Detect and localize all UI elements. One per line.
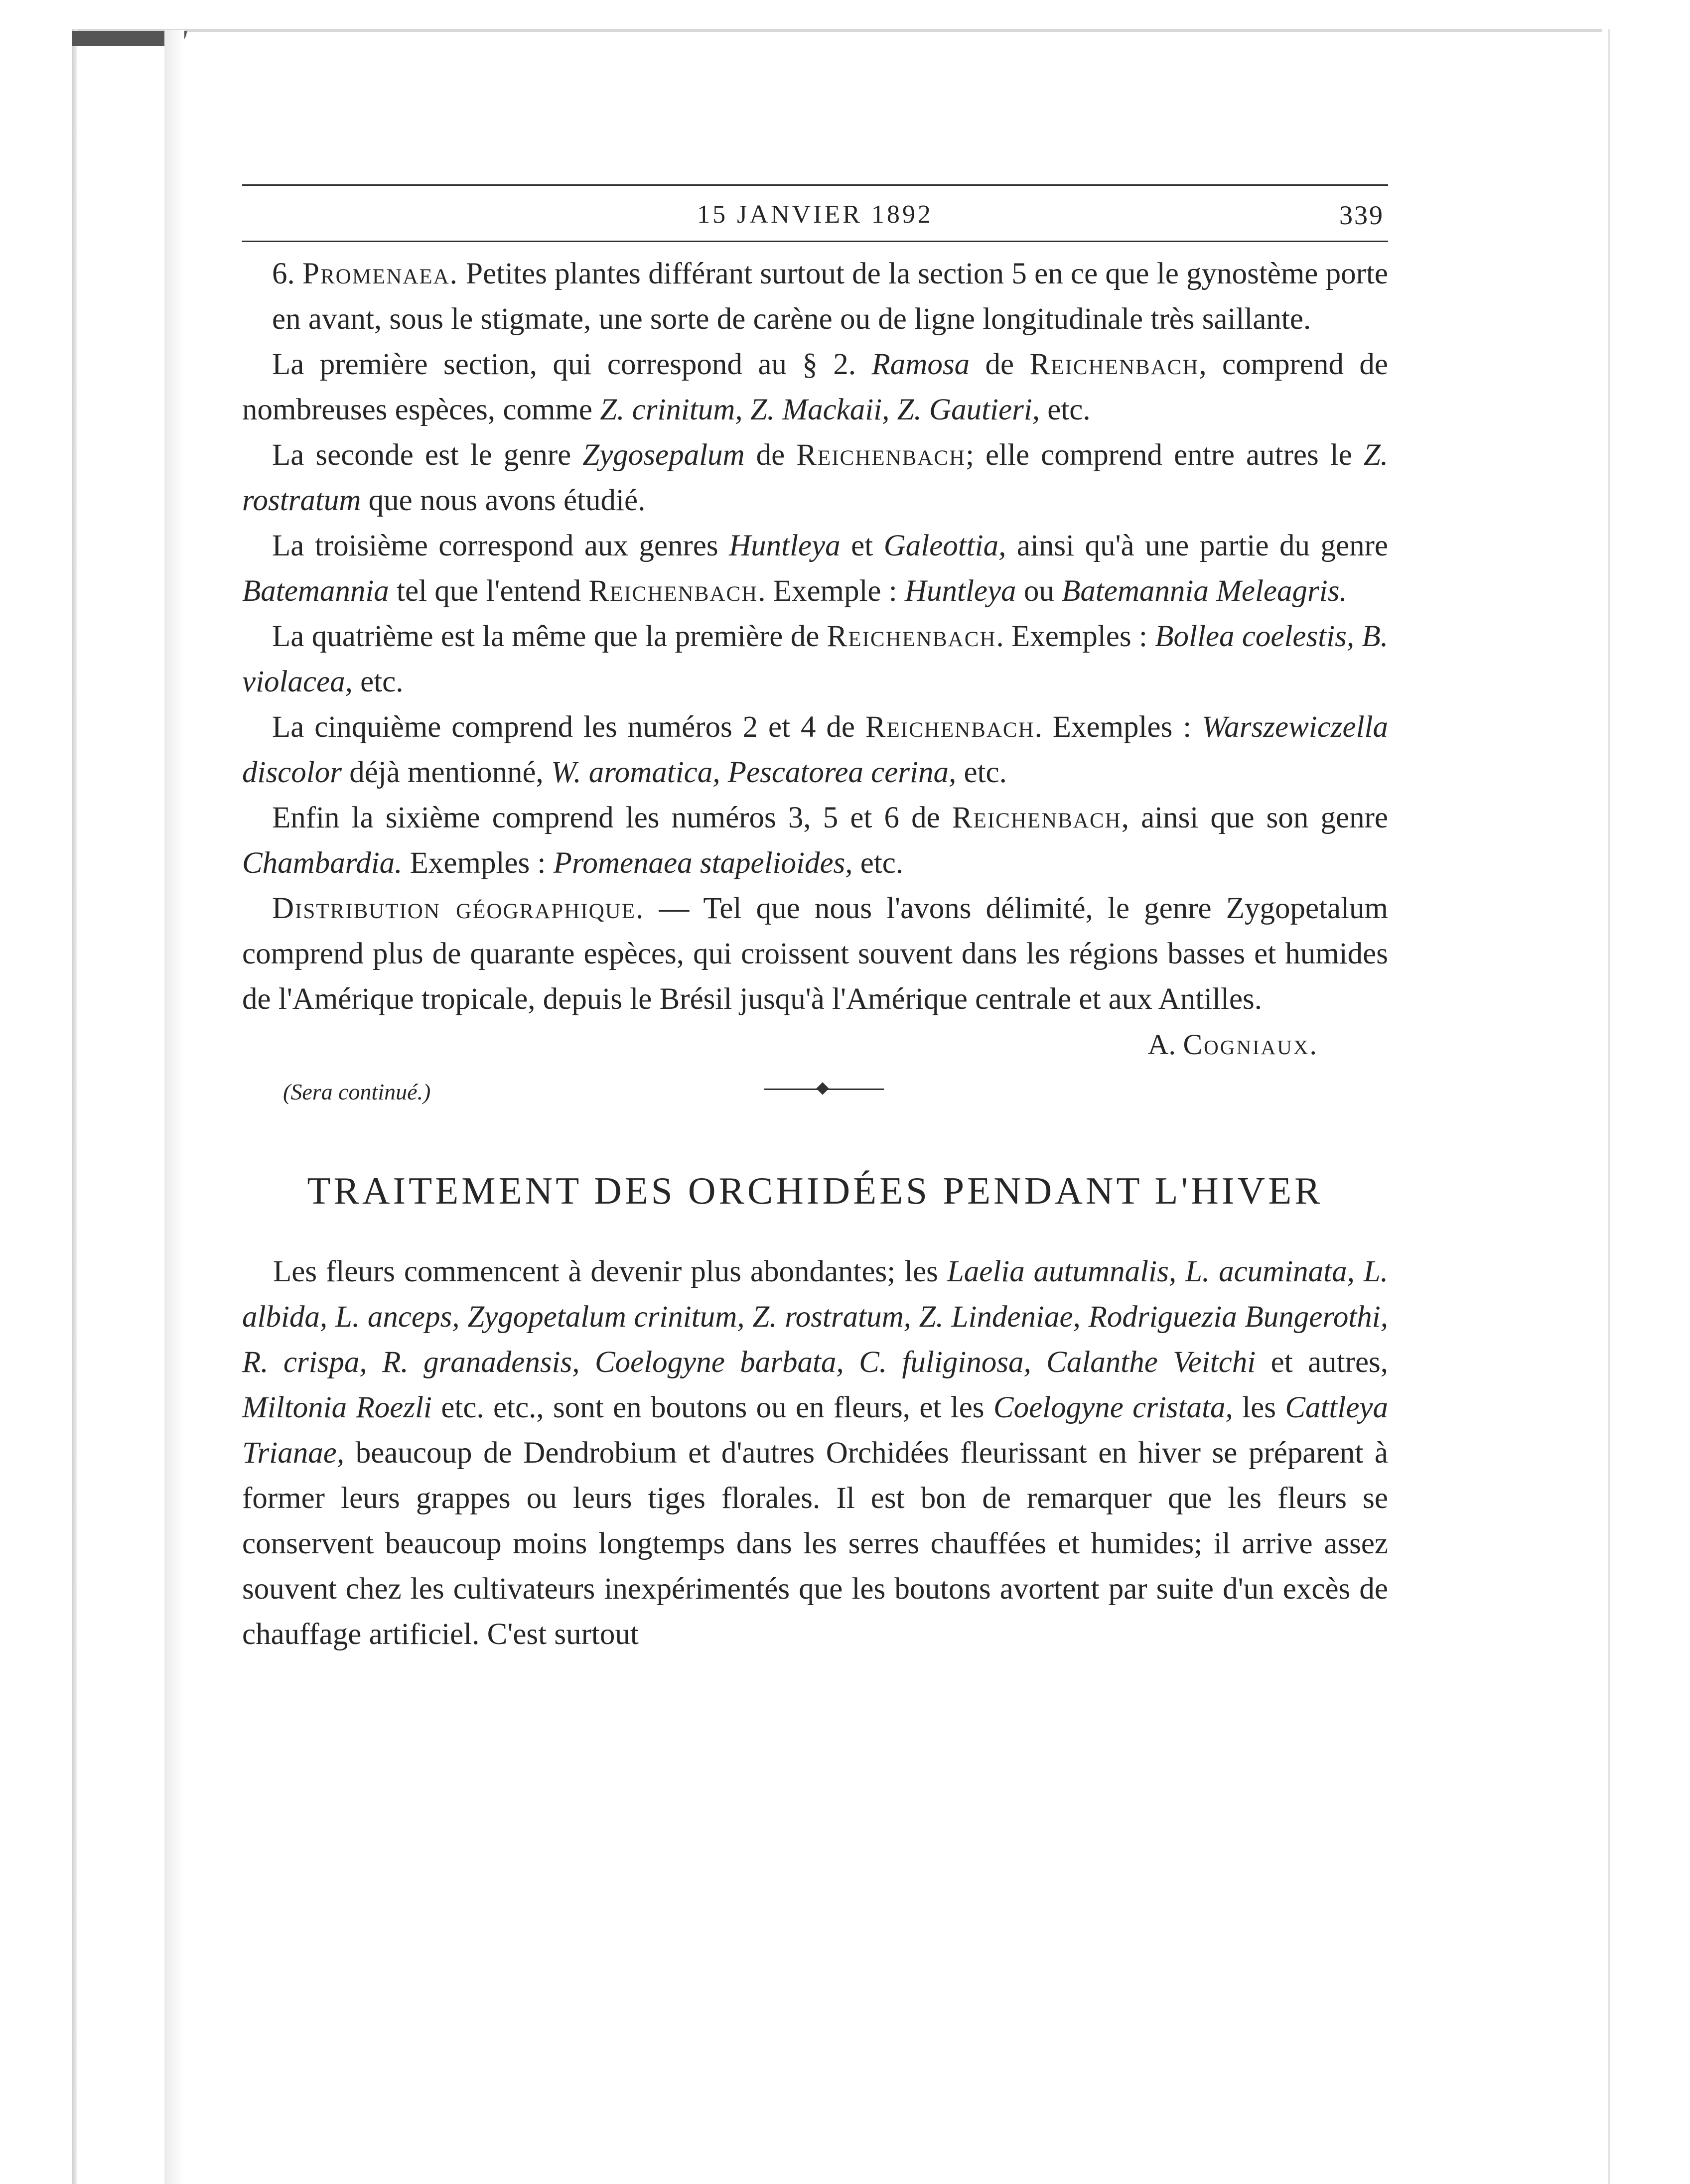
text-run: et (840, 529, 884, 562)
text-run: , ainsi que son genre (1121, 801, 1388, 834)
article-continuation (242, 251, 1389, 1104)
text-run: de (744, 438, 797, 472)
ornament-diamond-icon (816, 1082, 829, 1094)
paragraph-second-section (242, 432, 1388, 523)
taxon-name: Coelogyne cristata, (993, 1391, 1233, 1424)
scan-edge-top (72, 29, 1602, 32)
text-run: etc. (852, 846, 904, 880)
distribution-heading: Distribution géographique. (272, 892, 645, 925)
text-run: La seconde est le genre (272, 438, 583, 472)
text-run: . Exemples : (996, 620, 1155, 653)
text-run: tel que l'entend (389, 574, 589, 608)
text-run: ; elle comprend entre autres le (966, 438, 1364, 472)
paragraph-first-section (242, 342, 1388, 432)
text-run: les (1233, 1391, 1285, 1424)
taxon-name: Chambardia. (242, 846, 403, 880)
author-name: Reichenbach (588, 574, 758, 608)
issue-date: 15 JANVIER 1892 (697, 200, 933, 229)
distribution-text: — Tel que nous l'avons délimité, le genre Zygopetalum comprend plus de quarante espèces, qui croissent souvent dans les régions basses et humides de l'Amérique tropicale, depuis le Brésil jusqu'à l'Amérique centrale et aux Antilles. (242, 892, 1388, 1016)
taxon-name: Huntleya (904, 574, 1016, 608)
page-number: 339 (1339, 200, 1384, 230)
signature-initial: A. (1147, 1028, 1183, 1061)
text-run: etc. (956, 756, 1007, 789)
signature-name: Cogniaux. (1183, 1028, 1318, 1061)
scan-edge-left (72, 29, 77, 2184)
article-body (242, 1249, 1388, 1657)
taxon-name: Bollea coelestis, B. violacea, (242, 620, 1388, 698)
scan-edge-right (1608, 29, 1610, 2184)
taxon-name: Cattleya Trianae, (242, 1391, 1388, 1470)
taxon-name: Warszewiczella discolor (242, 710, 1388, 789)
text-run: Enfin la sixième comprend les numéros 3, 5 et 6 de (272, 801, 952, 834)
text-run: La quatrième est la même que la première de (272, 620, 827, 653)
taxon-name: Batemannia (242, 574, 389, 608)
paragraph-sixth-section (242, 795, 1388, 886)
text-run: etc. etc., sont en boutons ou en fleurs, et les (431, 1391, 993, 1424)
taxon-name: Zygosepalum (582, 438, 745, 472)
section-name: Promenaea. (302, 257, 458, 290)
header-bottom-rule (242, 241, 1388, 242)
author-name: Reichenbach (1029, 348, 1199, 381)
text-run: La cinquième comprend les numéros 2 et 4 de (272, 710, 865, 744)
text-run: etc. (352, 665, 404, 698)
text-run: , comprend de nombreuses espèces, comme (242, 348, 1388, 426)
text-run: . Exemple : (758, 574, 905, 608)
section-number: 6. (272, 257, 295, 290)
text-run: ou (1016, 574, 1062, 608)
taxon-name: Ramosa (871, 348, 970, 381)
text-run: que nous avons étudié. (361, 484, 646, 517)
continued-note: (Sera continué.) (283, 1079, 431, 1104)
paragraph-fifth-section (242, 704, 1388, 795)
article-title: TRAITEMENT DES ORCHIDÉES PENDANT L'HIVER (307, 1169, 1323, 1212)
section-6-paragraph (242, 251, 1388, 342)
taxon-name: W. aromatica, Pescatorea cerina, (551, 756, 957, 789)
taxon-list: Laelia autumnalis, L. acuminata, L. albida, L. anceps, Zygopetalum crinitum, Z. rostratum, Z. Lindeniae, Rodriguezia Bungerothi, R. crispa, R. granadensis, Coelogyne barbata, C. fuliginosa, Calanthe Veitchi (242, 1255, 1388, 1379)
text-run: . Exemples : (1034, 710, 1202, 744)
text-run: La première section, qui correspond au § 2. (272, 348, 872, 381)
taxon-name: Miltonia Roezli (242, 1391, 432, 1424)
author-name: Reichenbach (865, 710, 1035, 744)
author-signature (242, 1022, 1388, 1067)
text-run: ainsi qu'à une partie du genre (1006, 529, 1388, 562)
article-paragraph (242, 1249, 1388, 1657)
author-name: Reichenbach (952, 801, 1122, 834)
text-run: déjà mentionné, (341, 756, 552, 789)
paragraph-third-section (242, 523, 1388, 614)
section-text: Petites plantes différant surtout de la section 5 en ce que le gynostème porte en avant, sous le stigmate, une sorte de carène ou de ligne longitudinale très saillante. (272, 257, 1389, 336)
text-run: etc. (1040, 393, 1091, 426)
running-head (242, 186, 1388, 241)
text-run: et autres, (1256, 1346, 1389, 1379)
scan-gutter-shadow (164, 30, 184, 2184)
paragraph-fourth-section (242, 614, 1388, 704)
taxon-name: Galeottia, (883, 529, 1006, 562)
text-run: Exemples : (402, 846, 554, 880)
taxon-name: Z. rostratum (242, 438, 1388, 517)
taxon-name: Z. crinitum, Z. Mackaii, Z. Gautieri, (600, 393, 1040, 426)
text-run: La troisième correspond aux genres (272, 529, 729, 562)
taxon-name: Batemannia Meleagris. (1062, 574, 1347, 608)
taxon-name: Promenaea stapelioides, (553, 846, 853, 880)
section-divider-ornament (764, 1084, 884, 1094)
text-run: Les fleurs commencent à devenir plus abondantes; les (273, 1255, 947, 1288)
author-name: Reichenbach (796, 438, 966, 472)
text-run: beaucoup de Dendrobium et d'autres Orchidées fleurissant en hiver se préparent à former leurs grappes ou leurs tiges florales. Il est bon de remarquer que les fleurs se conservent beaucoup moins longtemps dans les serres chauffées et humides; il arrive assez souvent chez les cultivateurs inexpérimentés que les boutons avortent par suite d'un excès de chauffage artificiel. C'est surtout (242, 1436, 1388, 1651)
journal-page (242, 184, 1388, 1657)
taxon-name: Huntleya (729, 529, 841, 562)
author-name: Reichenbach (827, 620, 996, 653)
paragraph-distribution (242, 886, 1388, 1022)
text-run: de (970, 348, 1030, 381)
